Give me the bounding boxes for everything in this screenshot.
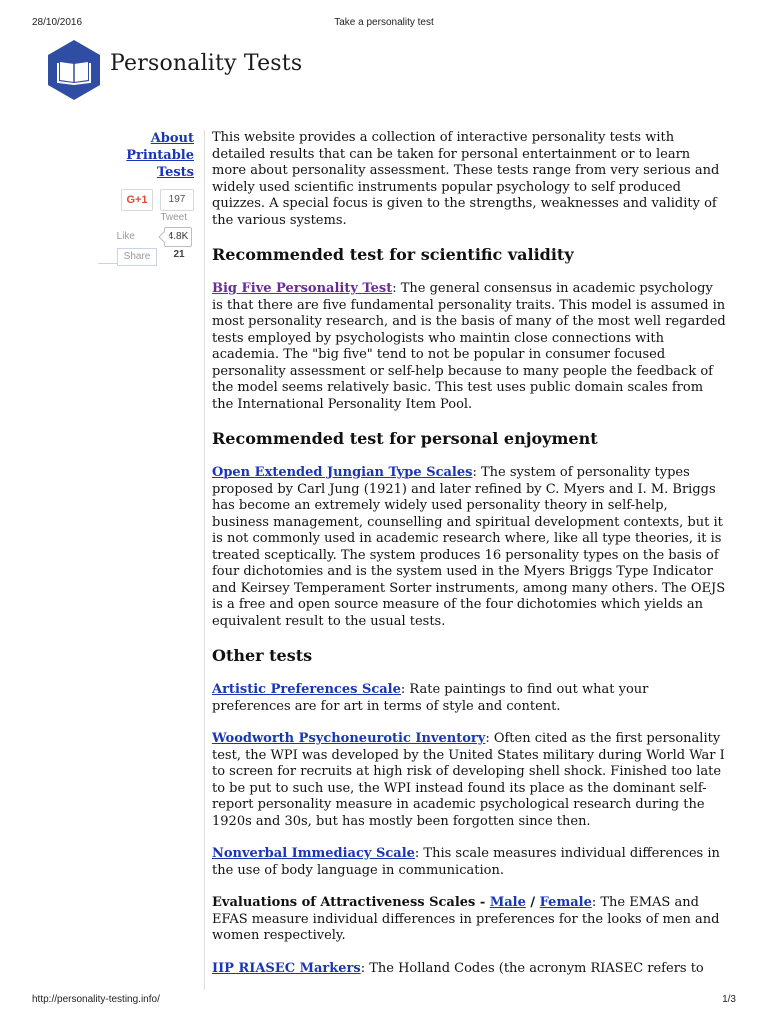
main-content	[212, 130, 727, 993]
print-date: 28/10/2016	[32, 17, 83, 28]
open-book-hexagon-icon[interactable]	[46, 38, 102, 102]
woodworth-paragraph	[212, 731, 727, 830]
like-button[interactable]: Like	[116, 231, 135, 242]
site-title[interactable]: Personality Tests	[110, 51, 303, 76]
nav-link-about[interactable]: About	[150, 131, 194, 146]
link-iip-riasec[interactable]: IIP RIASEC Markers	[212, 960, 361, 976]
print-footer	[32, 994, 736, 1008]
print-header	[32, 17, 736, 31]
link-female[interactable]: Female	[539, 895, 592, 910]
google-plus-count: 197	[160, 189, 194, 211]
share-button[interactable]: Share	[117, 248, 157, 266]
print-page-number: 1/3	[722, 994, 736, 1005]
attractiveness-paragraph	[212, 895, 727, 945]
nav-link-printable-label: Printable	[126, 148, 194, 163]
share-count: 21	[173, 249, 185, 260]
column-divider	[204, 130, 205, 990]
print-document-title: Take a personality test	[334, 17, 434, 28]
attractiveness-label: Evaluations of Attractiveness Scales -	[212, 895, 490, 910]
nonverbal-paragraph	[212, 846, 727, 879]
sidebar	[80, 130, 194, 269]
heading-other-tests: Other tests	[212, 646, 313, 665]
intro-paragraph: This website provides a collection of interactive personality tests with detailed results that can be taken for personal entertainment or to learn more about personality assessment. These tests range from very serious and widely used scientific instruments popular psychology to self produced quizzes. A special focus is given to the strengths, weaknesses and validity of the various systems.	[212, 130, 720, 228]
link-male[interactable]: Male	[489, 895, 526, 910]
like-count: 4.8K	[164, 227, 192, 247]
artistic-description: : Rate paintings to find out what your preferences are for art in terms of style and content.	[212, 682, 649, 714]
tweet-button[interactable]: Tweet	[160, 212, 187, 223]
big-five-paragraph	[212, 281, 727, 413]
link-big-five-test[interactable]: Big Five Personality Test	[212, 281, 393, 296]
link-woodworth-inventory[interactable]: Woodworth Psychoneurotic Inventory	[212, 731, 486, 746]
nonverbal-description: : This scale measures individual differences in the use of body language in communication.	[212, 846, 720, 878]
attractiveness-description: : The EMAS and EFAS measure individual differences in preferences for the looks of men and women respectively.	[212, 895, 720, 943]
print-url: http://personality-testing.info/	[32, 994, 160, 1005]
nav-link-tests-label: Tests	[156, 165, 194, 180]
google-plus-button[interactable]: G+1	[121, 189, 153, 211]
oejts-paragraph	[212, 465, 727, 630]
big-five-description: : The general consensus in academic psychology is that there are five fundamental personality traits. This model is assumed in most personality research, and is the basis of many of the most well regarded tests employed by psychologists who maintin close connections with academia. The "big five" tend to not be popular in consumer focused personality assessment or self-help because to many people the feedback of the model seems relatively basic. This test uses public domain scales from the International Personality Item Pool.	[212, 281, 726, 412]
riasec-paragraph	[212, 961, 727, 978]
link-nonverbal-immediacy[interactable]: Nonverbal Immediacy Scale	[212, 846, 415, 861]
heading-scientific-validity: Recommended test for scientific validity	[212, 245, 574, 264]
social-buttons	[80, 189, 194, 269]
sidebar-nav	[80, 130, 194, 181]
link-artistic-preferences[interactable]: Artistic Preferences Scale	[212, 682, 401, 697]
attractiveness-slash: /	[525, 895, 540, 910]
heading-personal-enjoyment: Recommended test for personal enjoyment	[212, 429, 598, 448]
riasec-description: : The Holland Codes (the acronym RIASEC refers to	[360, 960, 704, 976]
oejts-description: : The system of personality types proposed by Carl Jung (1921) and later refined by C. Myers and I. M. Briggs has become an extremely widely used personality theory in self-help, business management, counselling and spiritual development contexts, but it is not commonly used in academic research where, like all type theories, it is treated sceptically. The system produces 16 personality types on the basis of four dichotomies and is the system used in the Myers Briggs Type Indicator and Keirsey Temperament Sorter instruments, among many others. The OEJS is a free and open source measure of the four dichotomies which yields an equivalent result to the usual tests.	[212, 465, 726, 629]
link-open-extended-jungian[interactable]: Open Extended Jungian Type Scales	[212, 465, 473, 480]
artistic-paragraph	[212, 682, 727, 715]
site-header	[46, 38, 546, 102]
woodworth-description: : Often cited as the first personality test, the WPI was developed by the United States military during World War I to screen for recruits at high risk of developing shell shock. Finished too late to be put to such use, the WPI instead found its place as the dominant self-report personality measure in academic psychological research during the 1920s and 30s, but has mostly been forgotten since then.	[212, 731, 725, 829]
nav-link-printable-tests[interactable]	[126, 148, 194, 180]
